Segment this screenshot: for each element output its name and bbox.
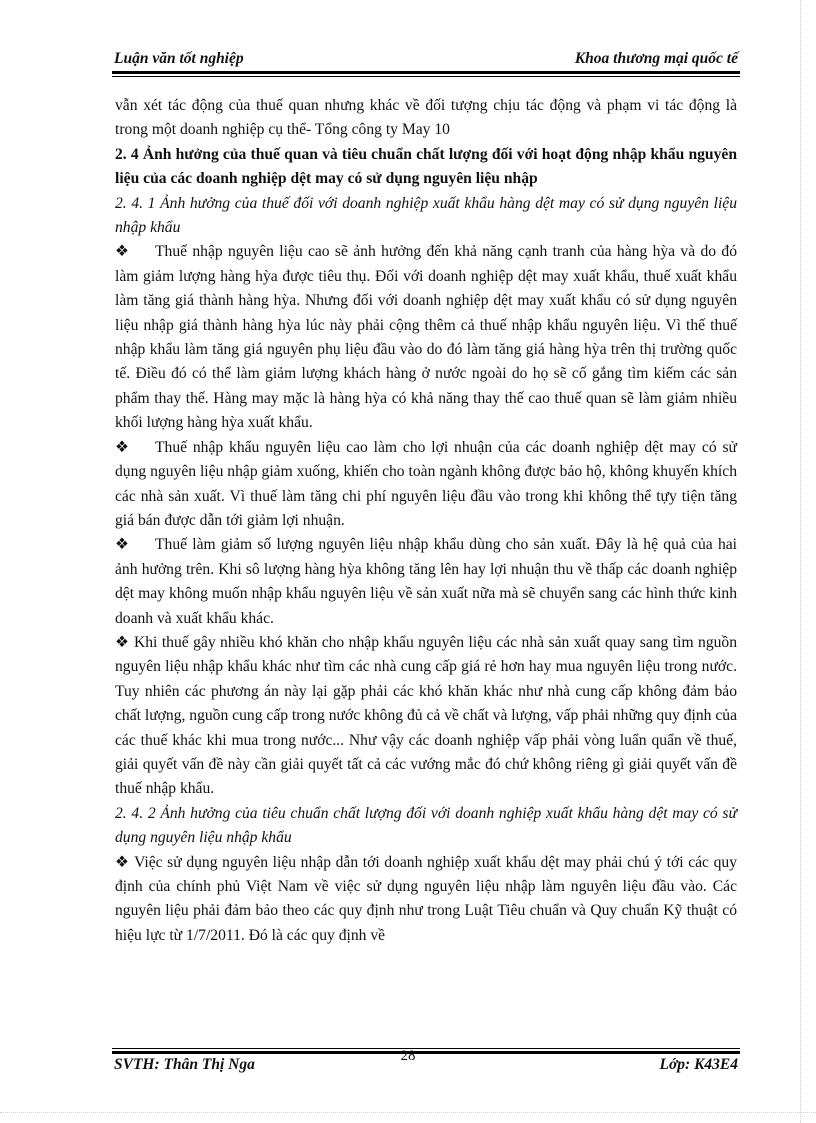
bullet-paragraph <box>115 631 737 802</box>
page-number: 28 <box>400 1048 416 1064</box>
subsection-heading-2-4-1: 2. 4. 1 Ảnh hưởng của thuế đối với doanh nghiệp xuất khẩu hàng dệt may có sử dụng nguyên liệu nhập khẩu <box>115 194 737 237</box>
footer-student-label: SVTH: Thân Thị Nga <box>114 1056 255 1073</box>
header-rule-thick <box>112 71 740 74</box>
header-faculty-label: Khoa thương mại quốc tế <box>574 50 738 67</box>
intro-paragraph: vẫn xét tác động của thuế quan nhưng khác về đối tượng chịu tác động và phạm vi tác động là trong một doanh nghiệp cụ thể- Tổng công ty May 10 <box>115 97 737 139</box>
page-footer <box>112 1054 740 1076</box>
footer-class-label: Lớp: K43E4 <box>659 1056 738 1073</box>
bullet-diamond-icon: ❖ <box>115 243 129 261</box>
bullet-text: Khi thuế gây nhiều khó khăn cho nhập khẩu nguyên liệu các nhà sản xuất quay sang tìm nguồn nguyên liệu nhập khẩu khác như tìm các nhà cung cấp giá rẻ hơn hay mua nguyên liệu trong nước. Tuy nhiên các phương án này lại gặp phải các khó khăn khác như nhà cung cấp không đảm bảo chất lượng, nguồn cung cấp trong nước không đủ cả về chất và lượng, vấp phải những quy định của các thuế khác khi mua trong nước... Như vậy các doanh nghiệp vấp phải vòng luẩn quẩn về thuế, giải quyết vấn đề này cần giải quyết tất cả các vướng mắc đó chứ không riêng gì giải quyết vấn đề thuế nhập khẩu. <box>115 633 738 798</box>
page-edge-bottom <box>0 1112 816 1114</box>
page-header <box>112 48 740 70</box>
bullet-paragraph <box>115 240 737 435</box>
bullet-paragraph <box>115 533 737 631</box>
page-body <box>115 94 737 948</box>
page-edge-right <box>800 0 802 1123</box>
header-rule-thin <box>112 76 740 77</box>
bullet-paragraph <box>115 436 737 534</box>
bullet-diamond-icon: ❖ <box>115 853 130 871</box>
bullet-diamond-icon: ❖ <box>115 536 129 554</box>
bullet-paragraph <box>115 851 737 949</box>
bullet-text: Việc sử dụng nguyên liệu nhập dẫn tới doanh nghiệp xuất khẩu dệt may phải chú ý tới các quy định của chính phủ Việt Nam về việc sử dụng nguyên liệu nhập làm nguyên liệu đầu vào. Các nguyên liệu phải đảm bảo theo các quy định như trong Luật Tiêu chuẩn và Quy chuẩn Kỹ thuật có hiệu lực từ 1/7/2011. Đó là các quy định về <box>115 853 737 944</box>
bullet-diamond-icon: ❖ <box>115 633 130 651</box>
bullet-text: Thuế nhập khẩu nguyên liệu cao làm cho lợi nhuận của các doanh nghiệp dệt may có sử dụng nguyên liệu nhập giảm xuống, khiến cho toàn ngành không được bảo hộ, không khuyến khích các nhà sản xuất. Vì thuế làm tăng chi phí nguyên liệu đầu vào trong khi không thể tựy tiện tăng giá bán được dẫn tới giảm lợi nhuận. <box>115 438 737 529</box>
bullet-text: Thuế nhập nguyên liệu cao sẽ ảnh hưởng đến khả năng cạnh tranh của hàng hỳa và do đó làm giảm lượng hàng hỳa được tiêu thụ. Đối với doanh nghiệp dệt may xuất khẩu, thuế xuất khẩu làm tăng giá thành hàng hỳa. Nhưng đối với doanh nghiệp dệt may xuất khẩu có sử dụng nguyên liệu nhập giá thành hàng hỳa lúc này phải cộng thêm cả thuế nhập khẩu nguyên liệu. Vì thế thuế nhập khẩu làm tăng giá nguyên phụ liệu đầu vào do đó làm tăng giá hàng hỳa trên thị trường quốc tế. Điều đó có thể làm giảm lượng khách hàng ở nước ngoài do họ sẽ cố gắng tìm kiếm các sản phẩm thay thế. Hàng may mặc là hàng hỳa có khả năng thay thế cao thuế quan sẽ làm giảm nhiều khối lượng hàng hỳa xuất khẩu. <box>115 243 737 432</box>
subsection-heading-2-4-2: 2. 4. 2 Ảnh hưởng của tiêu chuẩn chất lượng đối với doanh nghiệp xuất khẩu hàng dệt may có sử dụng nguyên liệu nhập khẩu <box>115 804 737 847</box>
bullet-text: Thuế làm giảm số lượng nguyên liệu nhập khẩu dùng cho sản xuất. Đây là hệ quả của hai ảnh hưởng trên. Khi sô lượng hàng hỳa không tăng lên hay lợi nhuận thu về thấp các doanh nghiệp dệt may không muốn nhập khẩu nguyên liệu về sản xuất nữa mà sẽ chuyển sang các hình thức kinh doanh và xuất khẩu khác. <box>115 536 737 627</box>
bullet-diamond-icon: ❖ <box>115 438 129 456</box>
header-thesis-label: Luận văn tốt nghiệp <box>114 50 244 67</box>
section-heading-2-4: 2. 4 Ảnh hưởng của thuế quan và tiêu chuẩn chất lượng đối với hoạt động nhập khẩu nguyên liệu của các doanh nghiệp dệt may có sử dụng nguyên liệu nhập <box>115 145 737 188</box>
